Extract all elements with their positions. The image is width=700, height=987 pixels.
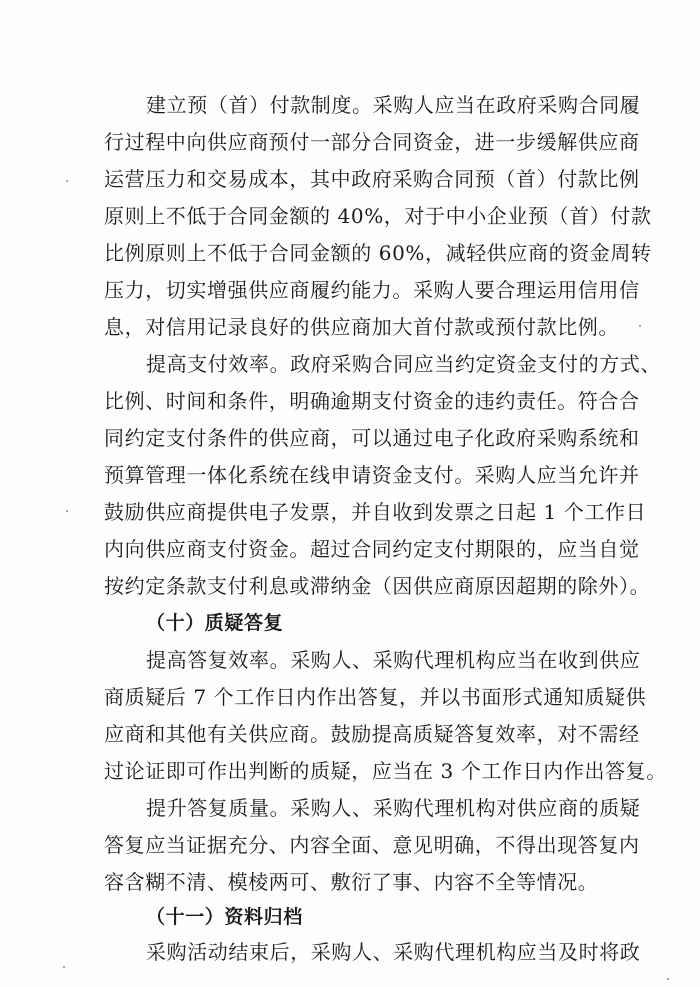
paragraph-prepayment-line-5: 比例原则上不低于合同金额的 60%，减轻供应商的资金周转	[104, 241, 652, 265]
paragraph-prepayment-line-6: 压力，切实增强供应商履约能力。采购人要合理运用信用信	[104, 278, 640, 302]
scan-speck	[63, 966, 65, 968]
section-heading-query-reply: （十）质疑答复	[146, 612, 284, 634]
paragraph-payment-efficiency-line-4: 预算管理一体化系统在线申请资金支付。采购人应当允许并	[104, 463, 640, 487]
paragraph-prepayment-line-2: 行过程中向供应商预付一部分合同资金，进一步缓解供应商	[104, 130, 640, 154]
paragraph-prepayment-line-7: 息，对信用记录良好的供应商加大首付款或预付款比例。	[104, 315, 619, 339]
scan-speck	[66, 180, 68, 182]
paragraph-payment-efficiency-line-7: 按约定条款支付利息或滞纳金（因供应商原因超期的除外）。	[104, 574, 651, 598]
paragraph-reply-efficiency-line-4: 过论证即可作出判断的质疑，应当在 3 个工作日内作出答复。	[104, 759, 667, 783]
paragraph-reply-efficiency-line-2: 商质疑后 7 个工作日内作出答复，并以书面形式通知质疑供	[104, 685, 647, 709]
paragraph-prepayment-line-1: 建立预（首）付款制度。采购人应当在政府采购合同履	[146, 93, 641, 117]
paragraph-reply-quality-line-1: 提升答复质量。采购人、采购代理机构对供应商的质疑	[146, 796, 641, 820]
scan-speck	[667, 978, 669, 980]
section-heading-archiving: （十一）资料归档	[146, 906, 303, 928]
scan-speck	[66, 510, 68, 512]
paragraph-prepayment-line-4: 原则上不低于合同金额的 40%，对于中小企业预（首）付款	[104, 204, 652, 228]
paragraph-payment-efficiency-line-1: 提高支付效率。政府采购合同应当约定资金支付的方式、	[146, 352, 661, 376]
paragraph-reply-quality-line-2: 答复应当证据充分、内容全面、意见明确，不得出现答复内	[104, 833, 640, 857]
paragraph-archiving-line-1: 采购活动结束后，采购人、采购代理机构应当及时将政	[146, 940, 641, 964]
paragraph-reply-quality-line-3: 容含糊不清、模棱两可、敷衍了事、内容不全等情况。	[104, 870, 599, 894]
paragraph-payment-efficiency-line-3: 同约定支付条件的供应商，可以通过电子化政府采购系统和	[104, 426, 640, 450]
paragraph-prepayment-line-3: 运营压力和交易成本，其中政府采购合同预（首）付款比例	[104, 167, 640, 191]
paragraph-reply-efficiency-line-3: 应商和其他有关供应商。鼓励提高质疑答复效率，对不需经	[104, 722, 640, 746]
paragraph-payment-efficiency-line-2: 比例、时间和条件，明确逾期支付资金的违约责任。符合合	[104, 389, 640, 413]
paragraph-reply-efficiency-line-1: 提高答复效率。采购人、采购代理机构应当在收到供应	[146, 648, 641, 672]
scan-speck	[639, 325, 641, 327]
paragraph-payment-efficiency-line-5: 鼓励供应商提供电子发票，并自收到发票之日起 1 个工作日	[104, 500, 647, 524]
paragraph-payment-efficiency-line-6: 内向供应商支付资金。超过合同约定支付期限的，应当自觉	[104, 537, 640, 561]
